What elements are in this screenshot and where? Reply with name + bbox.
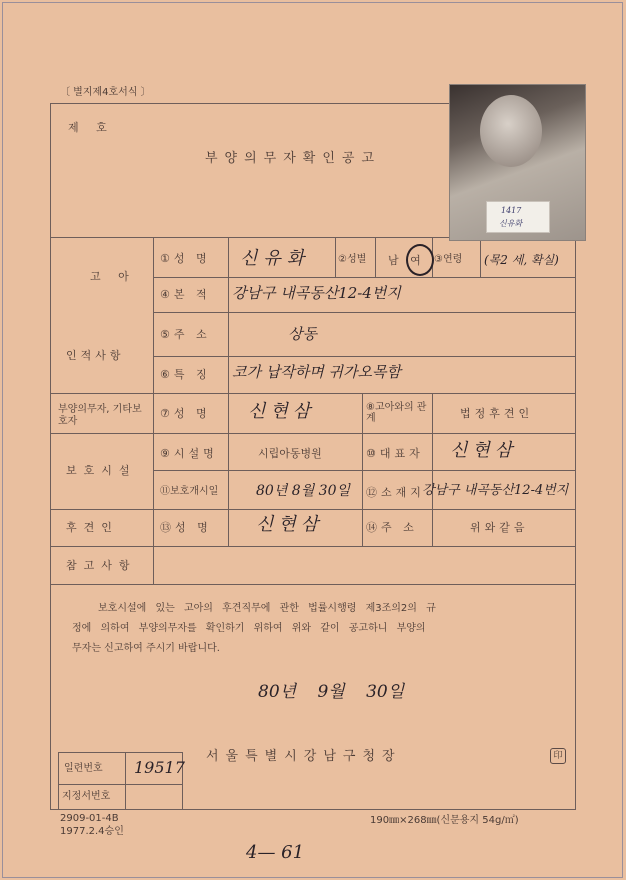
- table-right-border: [575, 235, 576, 810]
- guardian-name-label: ⑦성 명: [160, 407, 211, 420]
- domicile-value: 강남구 내곡동산12-4번지: [232, 284, 401, 302]
- form-number: 〔 별지제4호서식 〕: [60, 87, 151, 98]
- facility-loc-label: ⑫소재지: [366, 486, 425, 499]
- notice-line-1: 보호시설에 있는 고아의 후견직무에 관한 법률시행령 제3조의2의 규: [98, 603, 436, 614]
- document-number-label: 제 호: [68, 121, 114, 134]
- col-line: [375, 237, 376, 277]
- features-value: 코가 납작하며 귀가오목함: [232, 363, 401, 381]
- sex-value: 남 여: [388, 254, 425, 267]
- bottom-handwritten-number: 4— 61: [246, 842, 305, 863]
- orphan-section-label-2: 인적사항: [66, 349, 125, 362]
- guardian-section-label: 부양의무자, 기타보호자: [58, 404, 142, 427]
- facility-name-value: 시립아동병원: [258, 447, 322, 460]
- facility-rep-label: ⑩대표자: [366, 447, 424, 460]
- notice-line-3: 무자는 신고하여 주시기 바랍니다.: [72, 643, 220, 654]
- age-value: (목2 세, 확실): [484, 253, 559, 267]
- notes-label: 참고사항: [66, 559, 137, 572]
- photo-tag-number: 1417: [501, 206, 522, 215]
- row-line: [50, 509, 576, 510]
- custodian-name-value: 신현삼: [256, 514, 324, 535]
- row-line: [50, 546, 576, 547]
- notice-line-2: 정에 의하여 부양의무자를 확인하기 위하여 위와 같이 공고하니 부양의: [72, 623, 426, 634]
- facility-loc-value: 강남구 내곡동산12-4번지: [422, 483, 569, 498]
- photo-tag-name: 신유화: [499, 219, 523, 228]
- registry-line: [58, 752, 182, 753]
- official-seal-mark: 印: [550, 748, 566, 764]
- features-label: ⑥특 징: [160, 368, 211, 381]
- child-photo: [449, 84, 586, 241]
- registry-line: [125, 752, 126, 810]
- address-value: 상동: [288, 325, 317, 343]
- row-line: [50, 393, 576, 394]
- serial-value: 19517: [134, 758, 185, 777]
- sex-label: ②성별: [338, 254, 367, 265]
- custodian-section-label: 후견인: [66, 521, 119, 534]
- col-line: [228, 237, 229, 547]
- relation-label: ⑧고아와의 관 계: [366, 402, 427, 424]
- guardian-name-value: 신현삼: [248, 401, 316, 422]
- col-line: [480, 237, 481, 277]
- col-line: [362, 393, 363, 547]
- facility-start-value: 80년 8월 30일: [256, 483, 351, 499]
- custodian-address-value: 위와같음: [470, 521, 529, 534]
- table-bottom-border: [50, 809, 576, 810]
- address-label: ⑤주 소: [160, 328, 211, 341]
- age-label: ③연령: [434, 254, 463, 265]
- facility-start-label: ⑪보호개시일: [160, 486, 219, 497]
- paper-spec: 190㎜×268㎜(신문용지 54g/㎡): [370, 815, 519, 826]
- custodian-address-label: ⑭주 소: [366, 521, 418, 534]
- col-line: [335, 237, 336, 277]
- orphan-section-label: 고 아: [90, 270, 136, 283]
- facility-section-label: 보호시설: [66, 464, 137, 477]
- row-line: [50, 433, 576, 434]
- footer-approval-date: 1977.2.4승인: [60, 826, 124, 837]
- orphan-name-label: ①성 명: [160, 252, 211, 265]
- footer-code: 2909-01-4B: [60, 813, 119, 824]
- col-line: [153, 237, 154, 584]
- issuer: 서울특별시강남구청장: [206, 749, 402, 764]
- row-line: [153, 356, 576, 357]
- facility-rep-value: 신현삼: [450, 440, 518, 461]
- registry-line: [58, 784, 182, 785]
- serial-label: 일련번호: [64, 763, 103, 774]
- page-title: 부양의무자확인공고: [205, 151, 382, 166]
- designated-label: 지정서번호: [62, 791, 111, 802]
- row-line: [153, 277, 576, 278]
- photo-face: [480, 95, 542, 167]
- col-line: [432, 393, 433, 547]
- row-line: [153, 470, 576, 471]
- custodian-name-label: ⑬성 명: [160, 521, 212, 534]
- row-line: [153, 312, 576, 313]
- row-line: [50, 584, 576, 585]
- table-left-border: [50, 103, 51, 810]
- photo-name-tag: [486, 201, 550, 233]
- notice-date: 80년 9월 30일: [258, 682, 405, 702]
- orphan-name-value: 신유화: [240, 248, 311, 269]
- registry-line: [58, 752, 59, 810]
- sex-circle-mark: [406, 244, 434, 276]
- relation-value: 법정후견인: [460, 407, 534, 420]
- domicile-label: ④본 적: [160, 288, 211, 301]
- facility-name-label: ⑨시설명: [160, 447, 218, 460]
